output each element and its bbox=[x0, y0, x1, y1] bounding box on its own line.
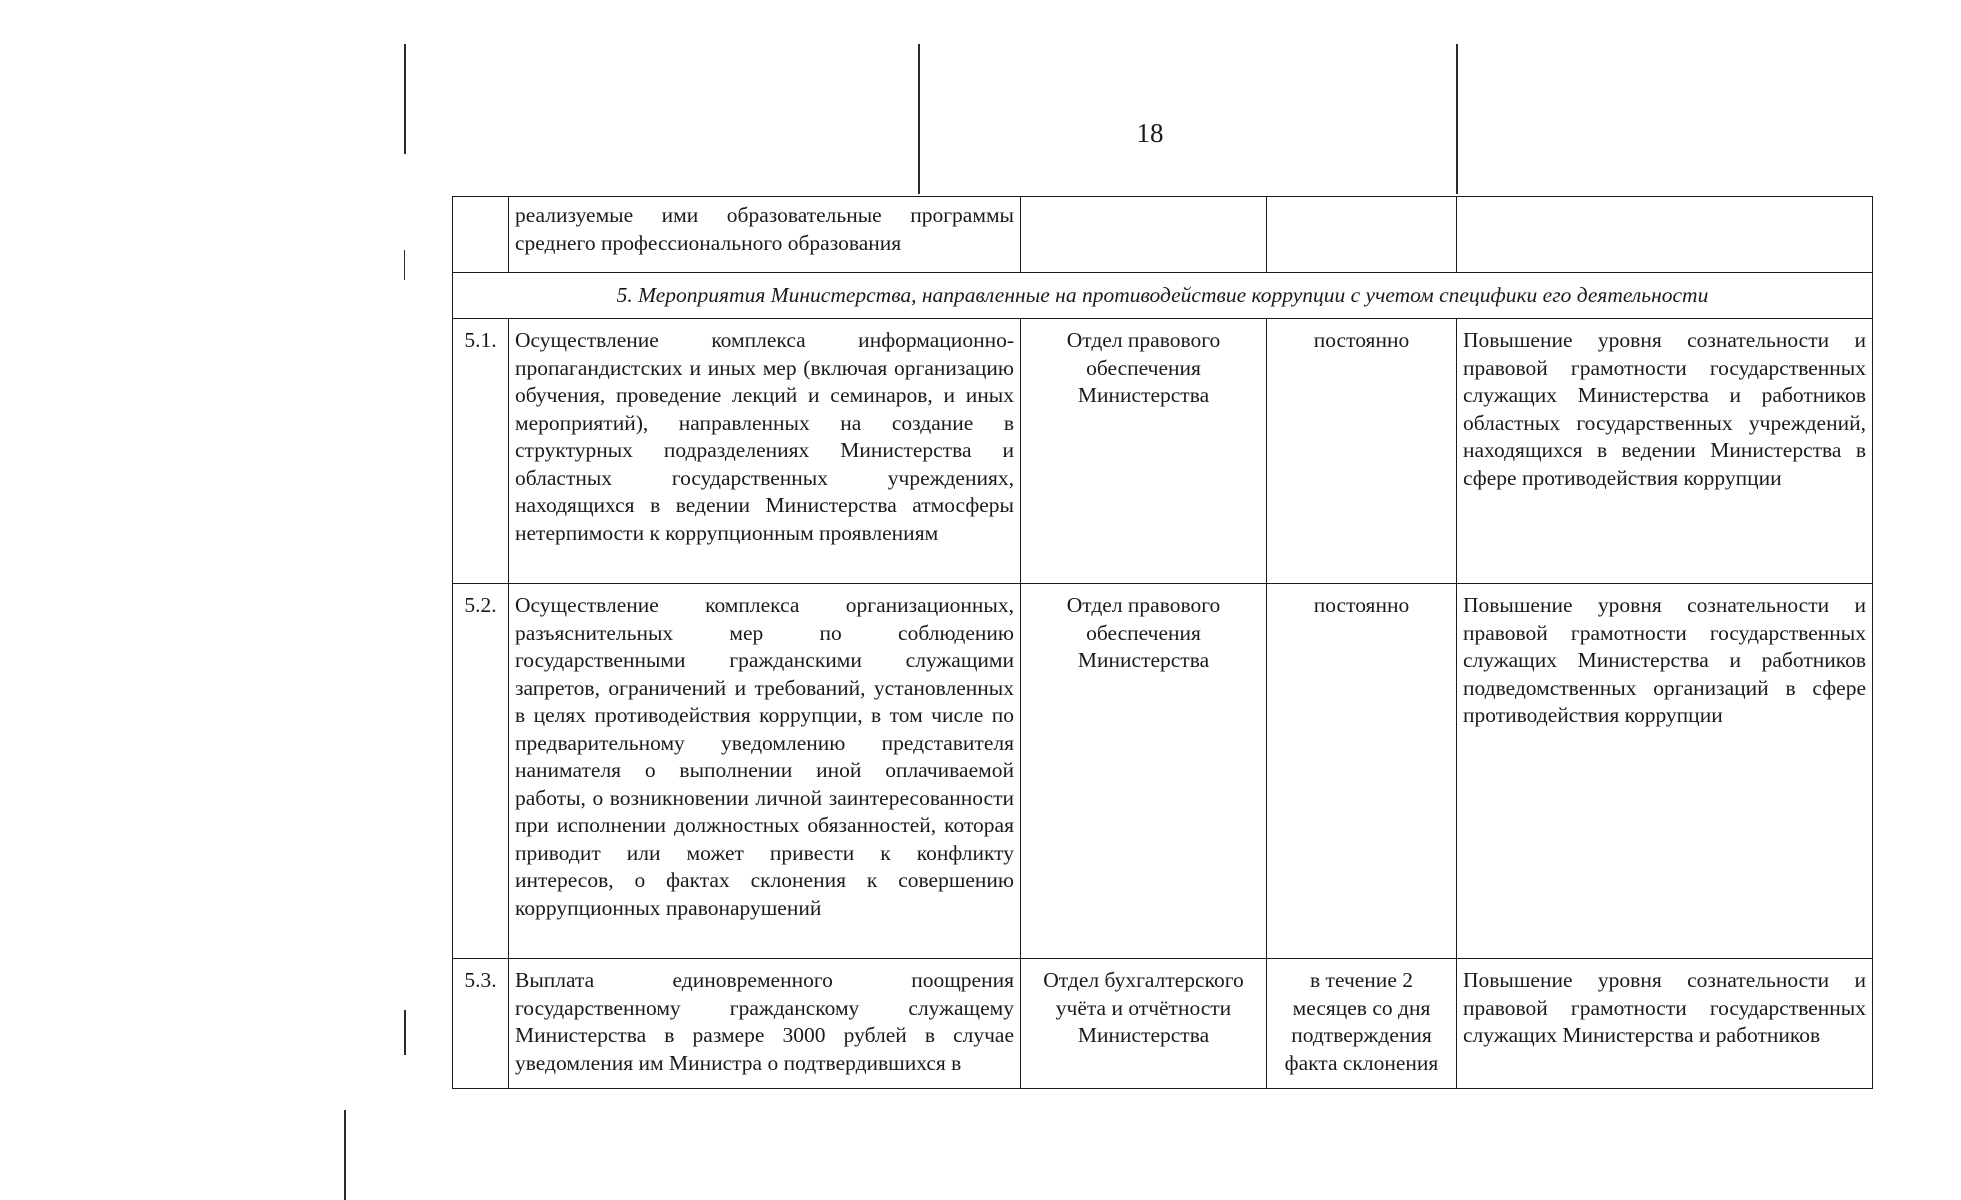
number-cell bbox=[453, 197, 509, 273]
section-header-row bbox=[453, 273, 1873, 319]
result-cell: Повышение уровня сознательности и правовой грамотности государственных служащих Министерства и работников bbox=[1457, 959, 1873, 1089]
scan-fold-line bbox=[404, 44, 406, 154]
responsible-cell: Отдел бухгалтерского учёта и отчётности Министерства bbox=[1021, 959, 1267, 1089]
deadline-cell: постоянно bbox=[1267, 584, 1457, 959]
row-number: 5.1. bbox=[453, 319, 509, 584]
measure-cell: Осуществление комплекса организационных, разъяснительных мер по соблюдению государственными гражданскими служащими запретов, ограничений и требований, установленных в целях противодействия коррупции, в том числе по предварительному уведомлению представителя нанимателя о выполнении иной оплачиваемой работы, о возникновении личной заинтересованности при исполнении должностных обязанностей, которая приводит или может привести к конфликту интересов, о фактах склонения к совершению коррупционных правонарушений bbox=[509, 584, 1021, 959]
page-number: 18 bbox=[1136, 118, 1164, 148]
scan-fold-line bbox=[404, 250, 405, 280]
scan-fold-line bbox=[1456, 44, 1458, 194]
responsible-cell bbox=[1021, 197, 1267, 273]
section-title: 5. Мероприятия Министерства, направленные на противодействие коррупции с учетом специфики его деятельности bbox=[453, 273, 1873, 319]
result-cell: Повышение уровня сознательности и правовой грамотности государственных служащих Министерства и работников областных государственных учреждений, находящихся в ведении Министерства в сфере противодействия коррупции bbox=[1457, 319, 1873, 584]
deadline-cell: постоянно bbox=[1267, 319, 1457, 584]
result-cell: Повышение уровня сознательности и правовой грамотности государственных служащих Министерства и работников подведомственных организаций в сфере противодействия коррупции bbox=[1457, 584, 1873, 959]
scan-fold-line bbox=[918, 44, 920, 194]
deadline-cell bbox=[1267, 197, 1457, 273]
measure-cell: Выплата единовременного поощрения государственному гражданскому служащему Министерства в размере 3000 рублей в случае уведомления им Министра о подтвердившихся в bbox=[509, 959, 1021, 1089]
table-row bbox=[453, 959, 1873, 1089]
responsible-cell: Отдел правового обеспечения Министерства bbox=[1021, 319, 1267, 584]
table-row bbox=[453, 584, 1873, 959]
responsible-cell: Отдел правового обеспечения Министерства bbox=[1021, 584, 1267, 959]
measure-cell: Осуществление комплекса информационно-пропагандистских и иных мер (включая организацию обучения, проведение лекций и семинаров, и иных мероприятий), направленных на создание в структурных подразделениях Министерства и областных государственных учреждениях, находящихся в ведении Министерства атмосферы нетерпимости к коррупционным проявлениям bbox=[509, 319, 1021, 584]
deadline-cell: в течение 2 месяцев со дня подтверждения факта склонения bbox=[1267, 959, 1457, 1089]
row-number: 5.2. bbox=[453, 584, 509, 959]
result-cell bbox=[1457, 197, 1873, 273]
row-number: 5.3. bbox=[453, 959, 509, 1089]
scan-fold-line bbox=[344, 1110, 346, 1200]
measure-cell: реализуемые ими образовательные программы среднего профессионального образования bbox=[509, 197, 1021, 273]
table-row bbox=[453, 319, 1873, 584]
table-row-continuation bbox=[453, 197, 1873, 273]
measures-table bbox=[452, 196, 1873, 1089]
scan-fold-line bbox=[404, 1010, 406, 1055]
